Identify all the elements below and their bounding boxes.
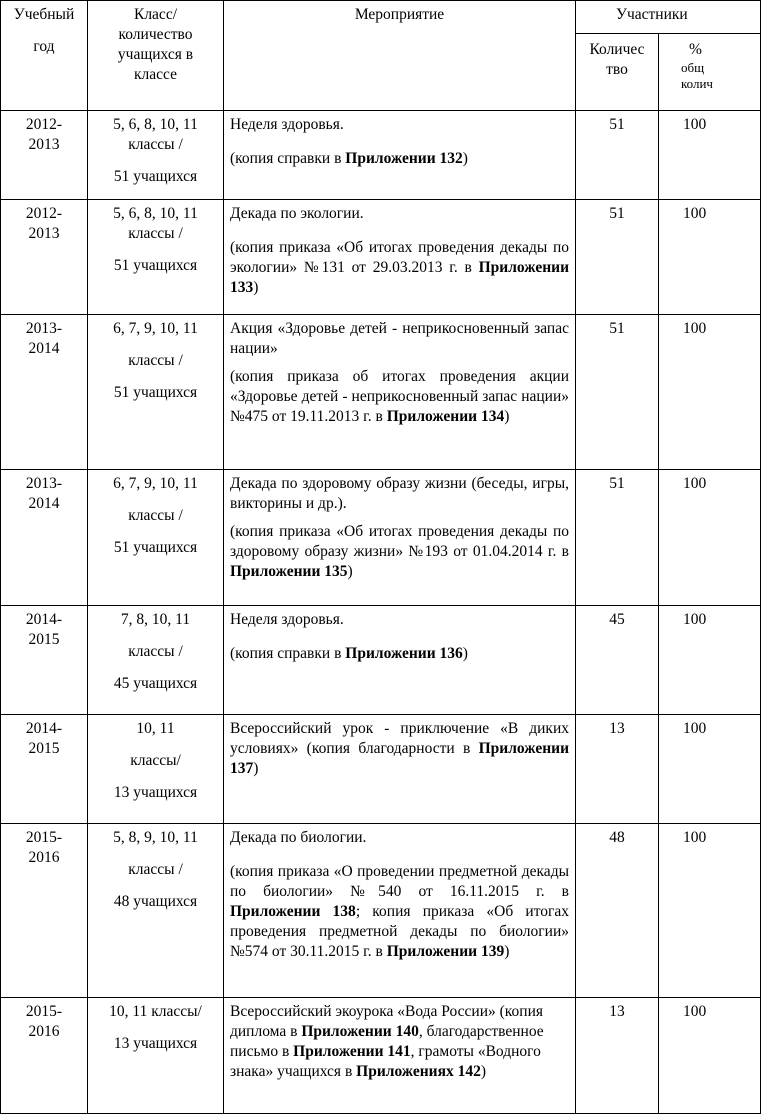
table-row xyxy=(1,470,761,606)
header-year-line2: год xyxy=(33,38,55,55)
row-event xyxy=(224,715,576,824)
header-percent-line2: общ xyxy=(681,60,705,75)
row-year: 2014- 2015 xyxy=(1,715,88,824)
event-note: (копия приказа «Об итогах проведения декады по здоровому образу жизни» №193 от 01.04.2014 г. в Приложении 135) xyxy=(230,523,569,580)
row-percent: 100 xyxy=(659,200,761,315)
header-count-line2: тво xyxy=(606,61,628,78)
event-title: Декада по экологии. xyxy=(230,205,364,222)
row-year: 2012- 2013 xyxy=(1,111,88,200)
header-percent xyxy=(659,34,761,111)
row-class: 6, 7, 9, 10, 11 классы / 51 учащихся xyxy=(88,470,224,606)
row-percent: 100 xyxy=(659,606,761,715)
row-event xyxy=(224,470,576,606)
header-count-line1: Количес xyxy=(589,41,645,58)
event-note: (копия приказа об итогах проведения акции «Здоровье детей - неприкосновенный запас нации» №475 от 19.11.2013 г. в Приложении 134) xyxy=(230,368,569,425)
event-note: Всероссийский экоурока «Вода России» (копия диплома в Приложении 140, благодарственное письмо в Приложении 141, грамоты «Водного знака» учащихся в Приложениях 142) xyxy=(230,1003,544,1080)
row-class: 10, 11 классы/ 13 учащихся xyxy=(88,998,224,1114)
row-count: 51 xyxy=(576,200,659,315)
row-count: 51 xyxy=(576,470,659,606)
row-year: 2015- 2016 xyxy=(1,998,88,1114)
row-event xyxy=(224,200,576,315)
header-year xyxy=(1,1,88,111)
row-count: 13 xyxy=(576,998,659,1114)
header-count xyxy=(576,34,659,111)
event-note: (копия приказа «Об итогах проведения декады по экологии» №131 от 29.03.2013 г. в Приложении 133) xyxy=(230,239,569,296)
row-count: 13 xyxy=(576,715,659,824)
table-row xyxy=(1,824,761,998)
row-event xyxy=(224,998,576,1114)
row-percent: 100 xyxy=(659,111,761,200)
header-year-line1: Учебный xyxy=(13,6,75,23)
header-percent-line1: % xyxy=(689,41,702,58)
row-year: 2013- 2014 xyxy=(1,315,88,470)
table-row xyxy=(1,315,761,470)
row-event xyxy=(224,315,576,470)
row-class: 6, 7, 9, 10, 11 классы / 51 учащихся xyxy=(88,315,224,470)
row-year: 2015- 2016 xyxy=(1,824,88,998)
header-class: Класс/ количество учащихся в классе xyxy=(88,1,224,111)
event-note: (копия справки в Приложении 136) xyxy=(230,645,468,662)
row-event xyxy=(224,111,576,200)
table-header-row xyxy=(1,1,761,34)
row-year: 2014- 2015 xyxy=(1,606,88,715)
table-row xyxy=(1,715,761,824)
table-row xyxy=(1,606,761,715)
event-note: Всероссийский урок - приключение «В диких условиях» (копия благодарности в Приложении 137) xyxy=(230,720,569,777)
row-year: 2013- 2014 xyxy=(1,470,88,606)
row-percent: 100 xyxy=(659,470,761,606)
header-participants: Участники xyxy=(576,1,761,34)
event-note: (копия справки в Приложении 132) xyxy=(230,150,468,167)
row-year: 2012- 2013 xyxy=(1,200,88,315)
event-title: Акция «Здоровье детей - неприкосновенный запас нации» xyxy=(230,320,569,357)
event-title: Декада по здоровому образу жизни (беседы, игры, викторины и др.). xyxy=(230,475,569,512)
table-row xyxy=(1,200,761,315)
header-event: Мероприятие xyxy=(224,1,576,111)
table-row xyxy=(1,111,761,200)
row-class: 7, 8, 10, 11 классы / 45 учащихся xyxy=(88,606,224,715)
row-percent: 100 xyxy=(659,315,761,470)
row-count: 45 xyxy=(576,606,659,715)
row-event xyxy=(224,606,576,715)
row-class: 10, 11 классы/ 13 учащихся xyxy=(88,715,224,824)
event-title: Неделя здоровья. xyxy=(230,116,344,133)
event-note: (копия приказа «О проведении предметной декады по биологии» №540 от 16.11.2015 г. в Приложении 138; копия приказа «Об итогах проведения предметной декады по биологии» №574 от 30.11.2015 г. в Приложении 139) xyxy=(230,863,570,960)
event-title: Неделя здоровья. xyxy=(230,611,344,628)
event-title: Декада по биологии. xyxy=(230,829,367,846)
row-percent: 100 xyxy=(659,824,761,998)
row-event xyxy=(224,824,576,998)
row-percent: 100 xyxy=(659,998,761,1114)
row-count: 51 xyxy=(576,111,659,200)
table-row xyxy=(1,998,761,1114)
row-class: 5, 8, 9, 10, 11 классы / 48 учащихся xyxy=(88,824,224,998)
row-percent: 100 xyxy=(659,715,761,824)
row-count: 51 xyxy=(576,315,659,470)
row-count: 48 xyxy=(576,824,659,998)
row-class: 5, 6, 8, 10, 11 классы / 51 учащихся xyxy=(88,200,224,315)
header-percent-line3: колич xyxy=(681,76,713,91)
row-class: 5, 6, 8, 10, 11 классы / 51 учащихся xyxy=(88,111,224,200)
